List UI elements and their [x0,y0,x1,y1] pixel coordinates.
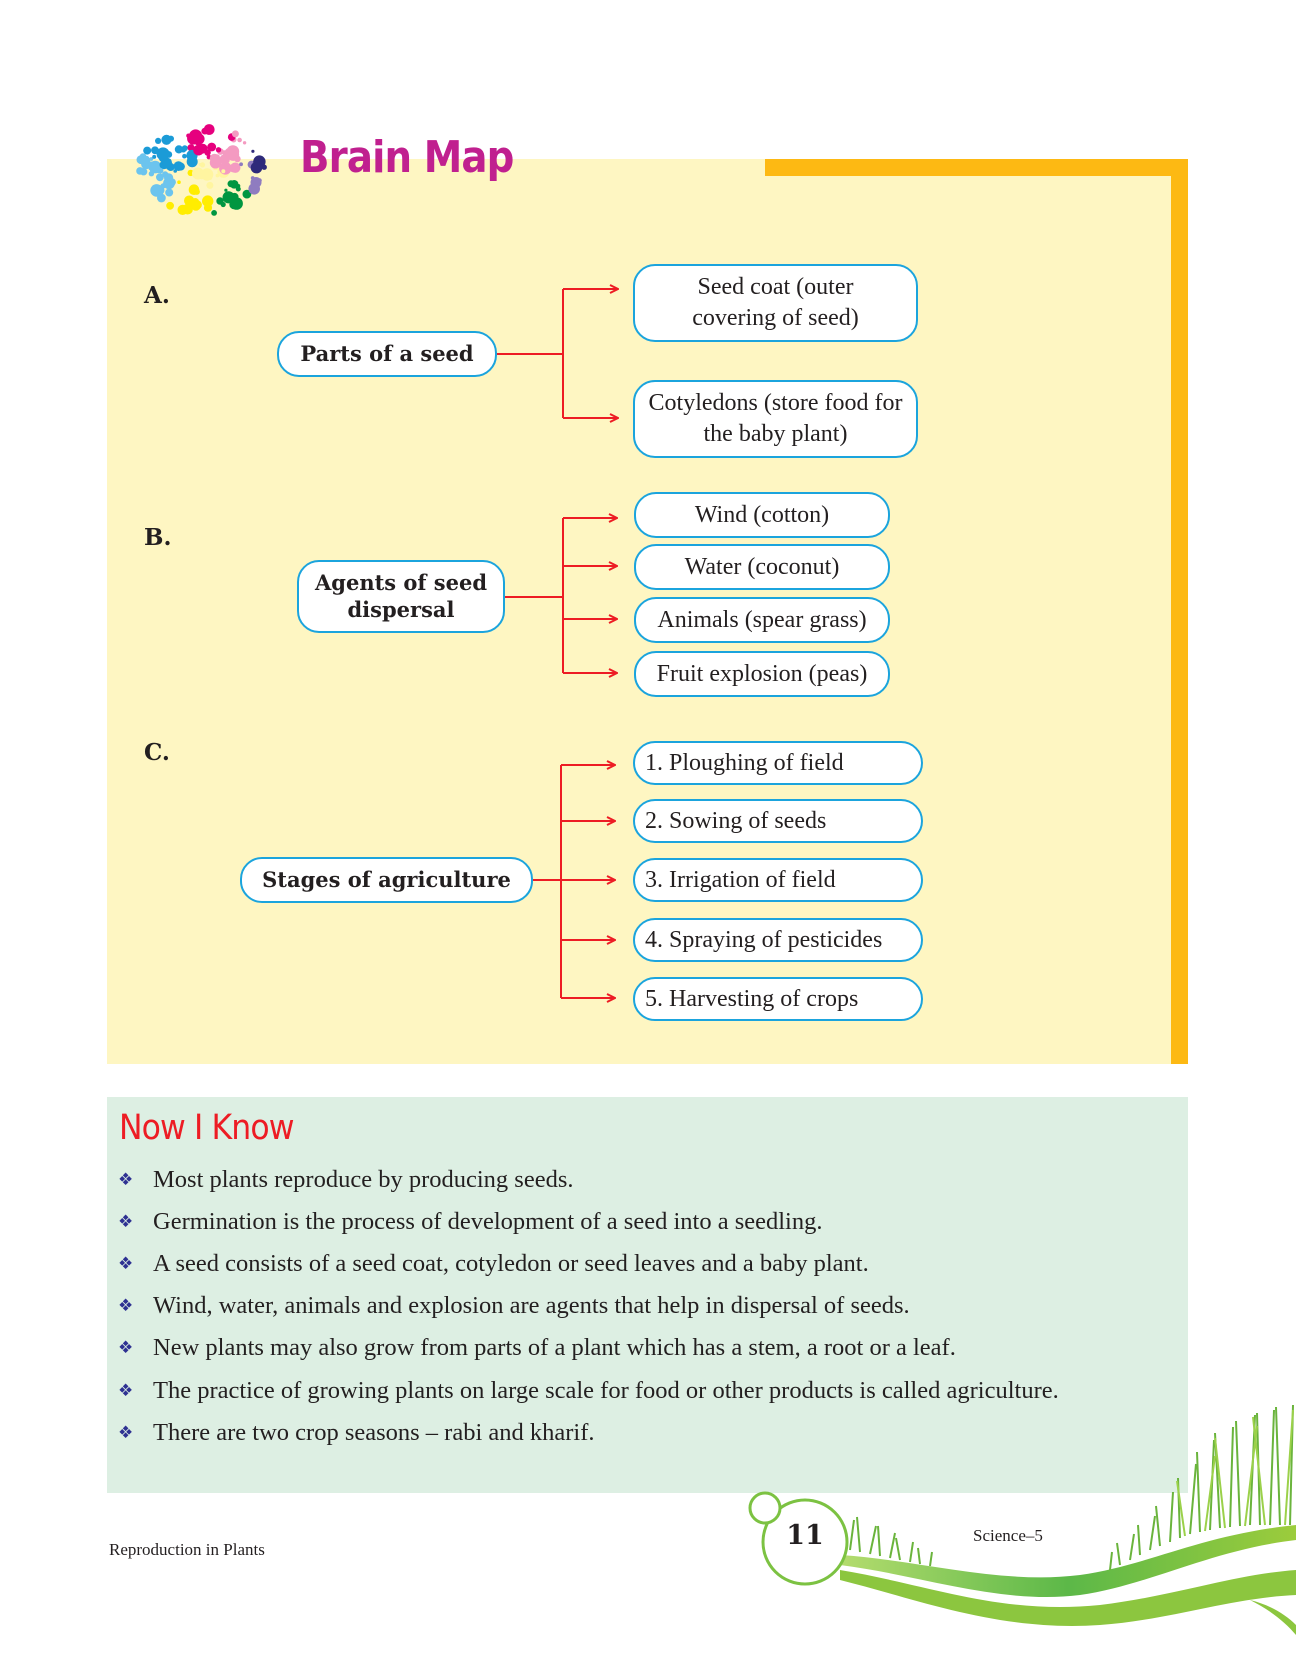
book-title: Science–5 [973,1526,1043,1545]
leaf-node-spraying: 4. Spraying of pesticides [633,918,923,962]
brain-dot [175,145,183,153]
diamond-bullet-icon: ❖ [118,1254,134,1273]
brain-dot [143,156,149,162]
fact-item [118,1208,822,1236]
brain-dot [182,204,193,215]
brain-dot [251,162,263,174]
brain-dot [168,136,174,142]
section-label-b: B. [144,524,172,551]
brain-dot [200,162,205,167]
brain-dot [152,155,156,159]
brain-dot [257,178,261,182]
brain-dot [193,145,204,156]
brain-dot [231,193,239,201]
brain-dot [211,210,217,216]
brain-dot [150,170,153,173]
diamond-bullet-icon: ❖ [118,1212,134,1231]
brain-dot [140,168,147,175]
brain-dot [204,204,212,212]
leaf-node-cotyledons: Cotyledons (store food for the baby plant) [633,380,918,458]
brain-dot [251,150,254,153]
brain-dot [216,147,221,152]
brain-map-title: Brain Map [300,132,514,183]
topic-node-parts-of-seed: Parts of a seed [277,331,497,377]
fact-item [118,1250,869,1278]
fact-text: There are two crop seasons – rabi and kharif. [153,1419,595,1446]
brain-dot [237,138,242,143]
brain-dot [177,180,181,184]
leaf-node-ploughing: 1. Ploughing of field [633,741,923,785]
diamond-bullet-icon: ❖ [118,1296,134,1315]
brain-dot [143,147,151,155]
brain-dot [224,189,227,192]
brain-dot [210,154,219,163]
brain-dot [220,154,230,164]
fact-item [118,1166,574,1194]
leaf-node-water: Water (coconut) [634,544,890,590]
chapter-title: Reproduction in Plants [109,1540,265,1559]
brain-dot [192,168,204,180]
brain-dot [216,174,220,178]
now-i-know-title: Now I Know [119,1108,294,1148]
leaf-node-wind: Wind (cotton) [634,492,890,538]
brain-dot [236,187,241,192]
brain-dot [174,161,184,171]
diamond-bullet-icon: ❖ [118,1381,134,1400]
brain-dot [189,184,200,195]
brain-dot [157,194,166,203]
diamond-bullet-icon: ❖ [118,1170,134,1189]
orange-accent-bar-right [1171,159,1188,1064]
leaf-node-animals: Animals (spear grass) [634,597,890,643]
brain-dot [164,173,173,182]
fact-text: The practice of growing plants on large scale for food or other products is called agriculture. [153,1377,1059,1404]
fact-text: A seed consists of a seed coat, cotyledon or seed leaves and a baby plant. [153,1250,869,1277]
fact-text: Wind, water, animals and explosion are agents that help in dispersal of seeds. [153,1292,910,1319]
brain-dot [243,141,246,144]
brain-dot [248,183,260,195]
brain-dot [166,202,174,210]
fact-text: Most plants reproduce by producing seeds. [153,1166,574,1193]
leaf-node-irrigation: 3. Irrigation of field [633,858,923,902]
brain-dot [194,138,202,146]
brain-dot [155,138,161,144]
brain-dot [229,200,239,210]
brain-dot [158,168,164,174]
brain-dot [165,189,173,197]
brain-dot [216,197,223,204]
brain-dot [206,182,213,189]
topic-node-agents-of-dispersal: Agents of seed dispersal [297,560,505,633]
diamond-bullet-icon: ❖ [118,1423,134,1442]
brain-dot [229,164,238,173]
fact-item [118,1334,956,1362]
brain-dot [151,146,159,154]
leaf-node-harvesting: 5. Harvesting of crops [633,977,923,1021]
topic-node-stages-of-agriculture: Stages of agriculture [240,857,533,903]
brain-dot [204,124,215,135]
brain-dot [207,143,216,152]
orange-accent-bar-top [765,159,1188,176]
brain-dot [182,154,187,159]
brain-dot [232,130,239,137]
brain-dot [187,156,198,167]
brain-dot [239,162,243,166]
diamond-bullet-icon: ❖ [118,1338,134,1357]
brain-icon [132,122,274,222]
brain-dot [196,202,200,206]
leaf-node-sowing: 2. Sowing of seeds [633,799,923,843]
brain-dot [221,169,225,173]
leaf-node-seed-coat: Seed coat (outer covering of seed) [633,264,918,342]
fact-text: New plants may also grow from parts of a plant which has a stem, a root or a leaf. [153,1334,956,1361]
fact-item [118,1292,910,1320]
brain-dot [228,180,235,187]
brain-dot [148,164,155,171]
grass-wave-decoration [0,1400,1296,1656]
leaf-node-fruit-explosion: Fruit explosion (peas) [634,651,890,697]
page-number: 11 [786,1520,824,1551]
section-label-a: A. [144,282,170,309]
section-label-c: C. [144,739,170,766]
fact-text: Germination is the process of development of a seed into a seedling. [153,1208,823,1235]
